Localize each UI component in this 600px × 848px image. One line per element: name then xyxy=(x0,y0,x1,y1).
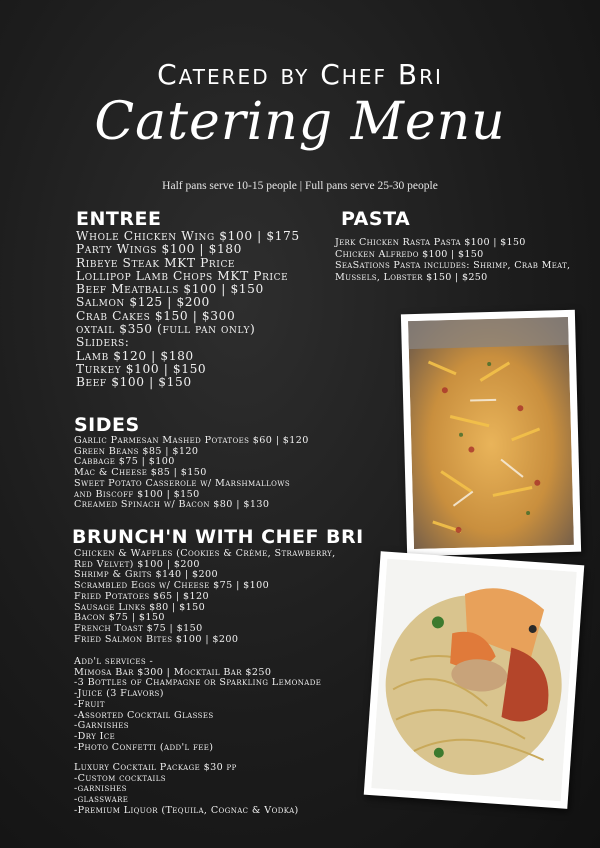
service-item: -Custom cocktails xyxy=(74,772,166,784)
menu-item: Sweet Potato Casserole w/ Marshmallows xyxy=(74,477,291,489)
casserole-image xyxy=(408,317,574,549)
cocktail-package-list xyxy=(74,763,299,817)
menu-item: Lollipop Lamb Chops MKT Price xyxy=(76,268,289,283)
casserole-photo xyxy=(401,310,581,556)
menu-item: Chicken Alfredo $100 | $150 xyxy=(335,248,484,260)
menu-item: Green Beans $85 | $120 xyxy=(74,445,199,457)
menu-item: Fried Potatoes $65 | $120 xyxy=(74,590,210,602)
menu-item: Whole Chicken Wing $100 | $175 xyxy=(76,229,300,243)
restaurant-title: Catered by Chef Bri xyxy=(157,58,443,91)
menu-item: Beef $100 | $150 xyxy=(76,375,192,390)
service-item: -3 Bottles of Champagne or Sparkling Lemonade xyxy=(74,677,322,689)
pasta-photo xyxy=(364,551,585,809)
pasta-list xyxy=(335,237,570,283)
menu-item: Creamed Spinach w/ Bacon $80 | $130 xyxy=(74,499,270,511)
sides-list xyxy=(74,436,309,511)
service-item: -garnishes xyxy=(74,783,127,795)
entree-list xyxy=(76,230,300,390)
menu-item: Sliders: xyxy=(76,335,130,350)
seafood-pasta-image xyxy=(371,559,577,802)
menu-item: Garlic Parmesan Mashed Potatoes $60 | $120 xyxy=(74,435,309,446)
menu-item: Red Velvet) $100 | $200 xyxy=(74,558,200,570)
menu-item: Shrimp & Grits $140 | $200 xyxy=(74,569,219,581)
menu-item: SeaSations Pasta includes: Shrimp, Crab Meat, xyxy=(335,260,571,272)
service-item: Add'l services - xyxy=(74,656,154,667)
service-item: -Juice (3 Flavors) xyxy=(74,688,164,700)
menu-item: Crab Cakes $150 | $300 xyxy=(76,308,236,323)
brunch-heading: BRUNCH'N WITH CHEF BRI xyxy=(72,526,364,548)
menu-item: Cabbage $75 | $100 xyxy=(74,456,175,468)
menu-item: Sausage Links $80 | $150 xyxy=(74,601,206,613)
menu-item: Scrambled Eggs w/ Cheese $75 | $100 xyxy=(74,580,270,592)
service-item: Luxury Cocktail Package $30 pp xyxy=(74,762,237,773)
service-item: -Garnishes xyxy=(74,720,129,732)
menu-item: Turkey $100 | $150 xyxy=(76,361,207,376)
serving-size-note: Half pans serve 10-15 people | Full pans serve 25-30 people xyxy=(162,180,438,192)
menu-item: Mac & Cheese $85 | $150 xyxy=(74,467,207,479)
menu-item: Jerk Chicken Rasta Pasta $100 | $150 xyxy=(335,237,526,248)
menu-item: Lamb $120 | $180 xyxy=(76,348,194,363)
menu-item: Party Wings $100 | $180 xyxy=(76,242,243,257)
menu-item: Salmon $125 | $200 xyxy=(76,295,210,310)
menu-item: French Toast $75 | $150 xyxy=(74,622,203,634)
sides-heading: SIDES xyxy=(74,414,140,436)
menu-item: and Biscoff $100 | $150 xyxy=(74,488,200,500)
menu-item: Fried Salmon Bites $100 | $200 xyxy=(74,633,239,645)
service-item: -Fruit xyxy=(74,698,105,710)
pasta-heading: PASTA xyxy=(341,208,411,230)
entree-heading: ENTREE xyxy=(76,208,162,230)
service-item: -Premium Liquor (Tequila, Cognac & Vodka) xyxy=(74,804,299,816)
service-item: -glassware xyxy=(74,794,129,806)
catering-menu-script-title: Catering Menu xyxy=(94,92,506,152)
menu-item: oxtail $350 (full pan only) xyxy=(76,322,256,337)
service-item: -Photo Confetti (add'l fee) xyxy=(74,741,214,753)
service-item: Mimosa Bar $300 | Mocktail Bar $250 xyxy=(74,666,272,678)
menu-item: Beef Meatballs $100 | $150 xyxy=(76,282,264,297)
services-list xyxy=(74,657,321,753)
brunch-list xyxy=(74,549,336,645)
service-item: -Dry Ice xyxy=(74,730,116,742)
menu-item: Bacon $75 | $150 xyxy=(74,612,165,624)
menu-item: Ribeye Steak MKT Price xyxy=(76,255,236,270)
service-item: -Assorted Cocktail Glasses xyxy=(74,709,214,721)
menu-item: Chicken & Waffles (Cookies & Crème, Strawberry, xyxy=(74,548,336,559)
menu-item: Mussels, Lobster $150 | $250 xyxy=(335,271,488,283)
